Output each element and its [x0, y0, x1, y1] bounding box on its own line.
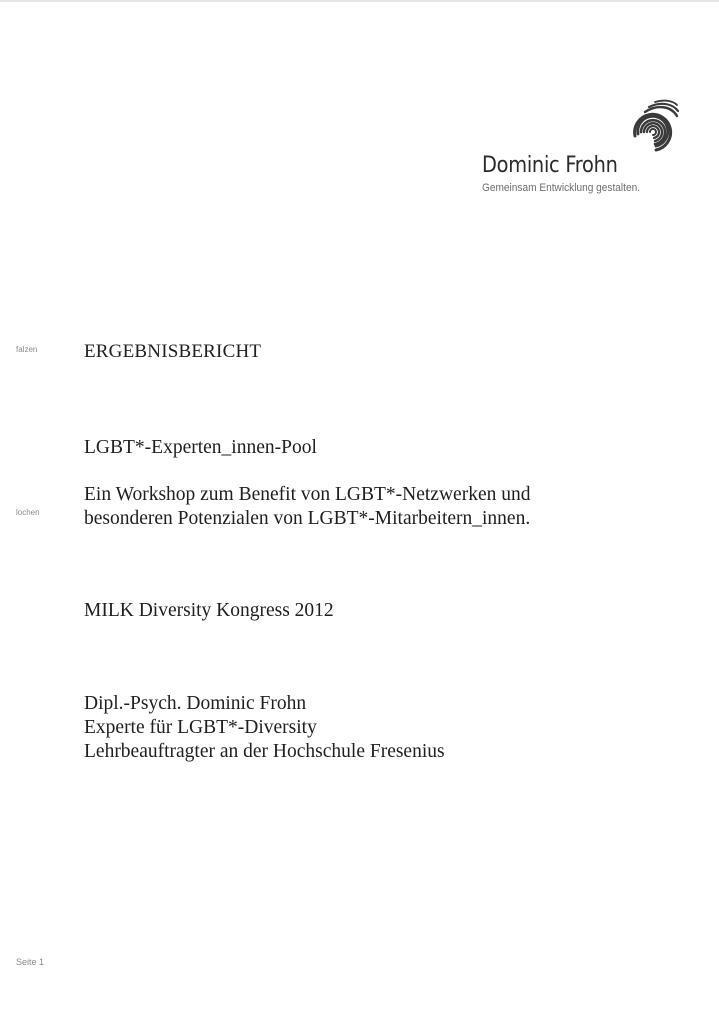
punch-mark-label: lochen [16, 508, 40, 517]
author-expertise: Experte für LGBT*-Diversity [84, 717, 317, 738]
workshop-description [84, 483, 530, 531]
page-number: Seite 1 [16, 957, 45, 967]
fingerprint-spiral-icon [625, 98, 679, 160]
congress-name: MILK Diversity Kongress 2012 [84, 600, 334, 621]
top-edge-rule [0, 0, 719, 2]
author-name: Dipl.-Psych. Dominic Frohn [84, 693, 307, 714]
fold-mark-label: falzen [16, 345, 38, 354]
workshop-line: Ein Workshop zum Benefit von LGBT*-Netzwerken und [84, 484, 531, 505]
logo-name: Dominic Frohn [482, 153, 618, 178]
workshop-line: besonderen Potenzialen von LGBT*-Mitarbeitern_innen. [84, 508, 531, 529]
logo-tagline: Gemeinsam Entwicklung gestalten. [482, 182, 641, 194]
report-label: ERGEBNISBERICHT [84, 341, 262, 362]
author-affiliation: Lehrbeauftragter an der Hochschule Fresenius [84, 741, 445, 762]
pool-title: LGBT*-Experten_innen-Pool [84, 437, 317, 458]
company-logo [482, 98, 682, 198]
author-block [84, 692, 445, 764]
